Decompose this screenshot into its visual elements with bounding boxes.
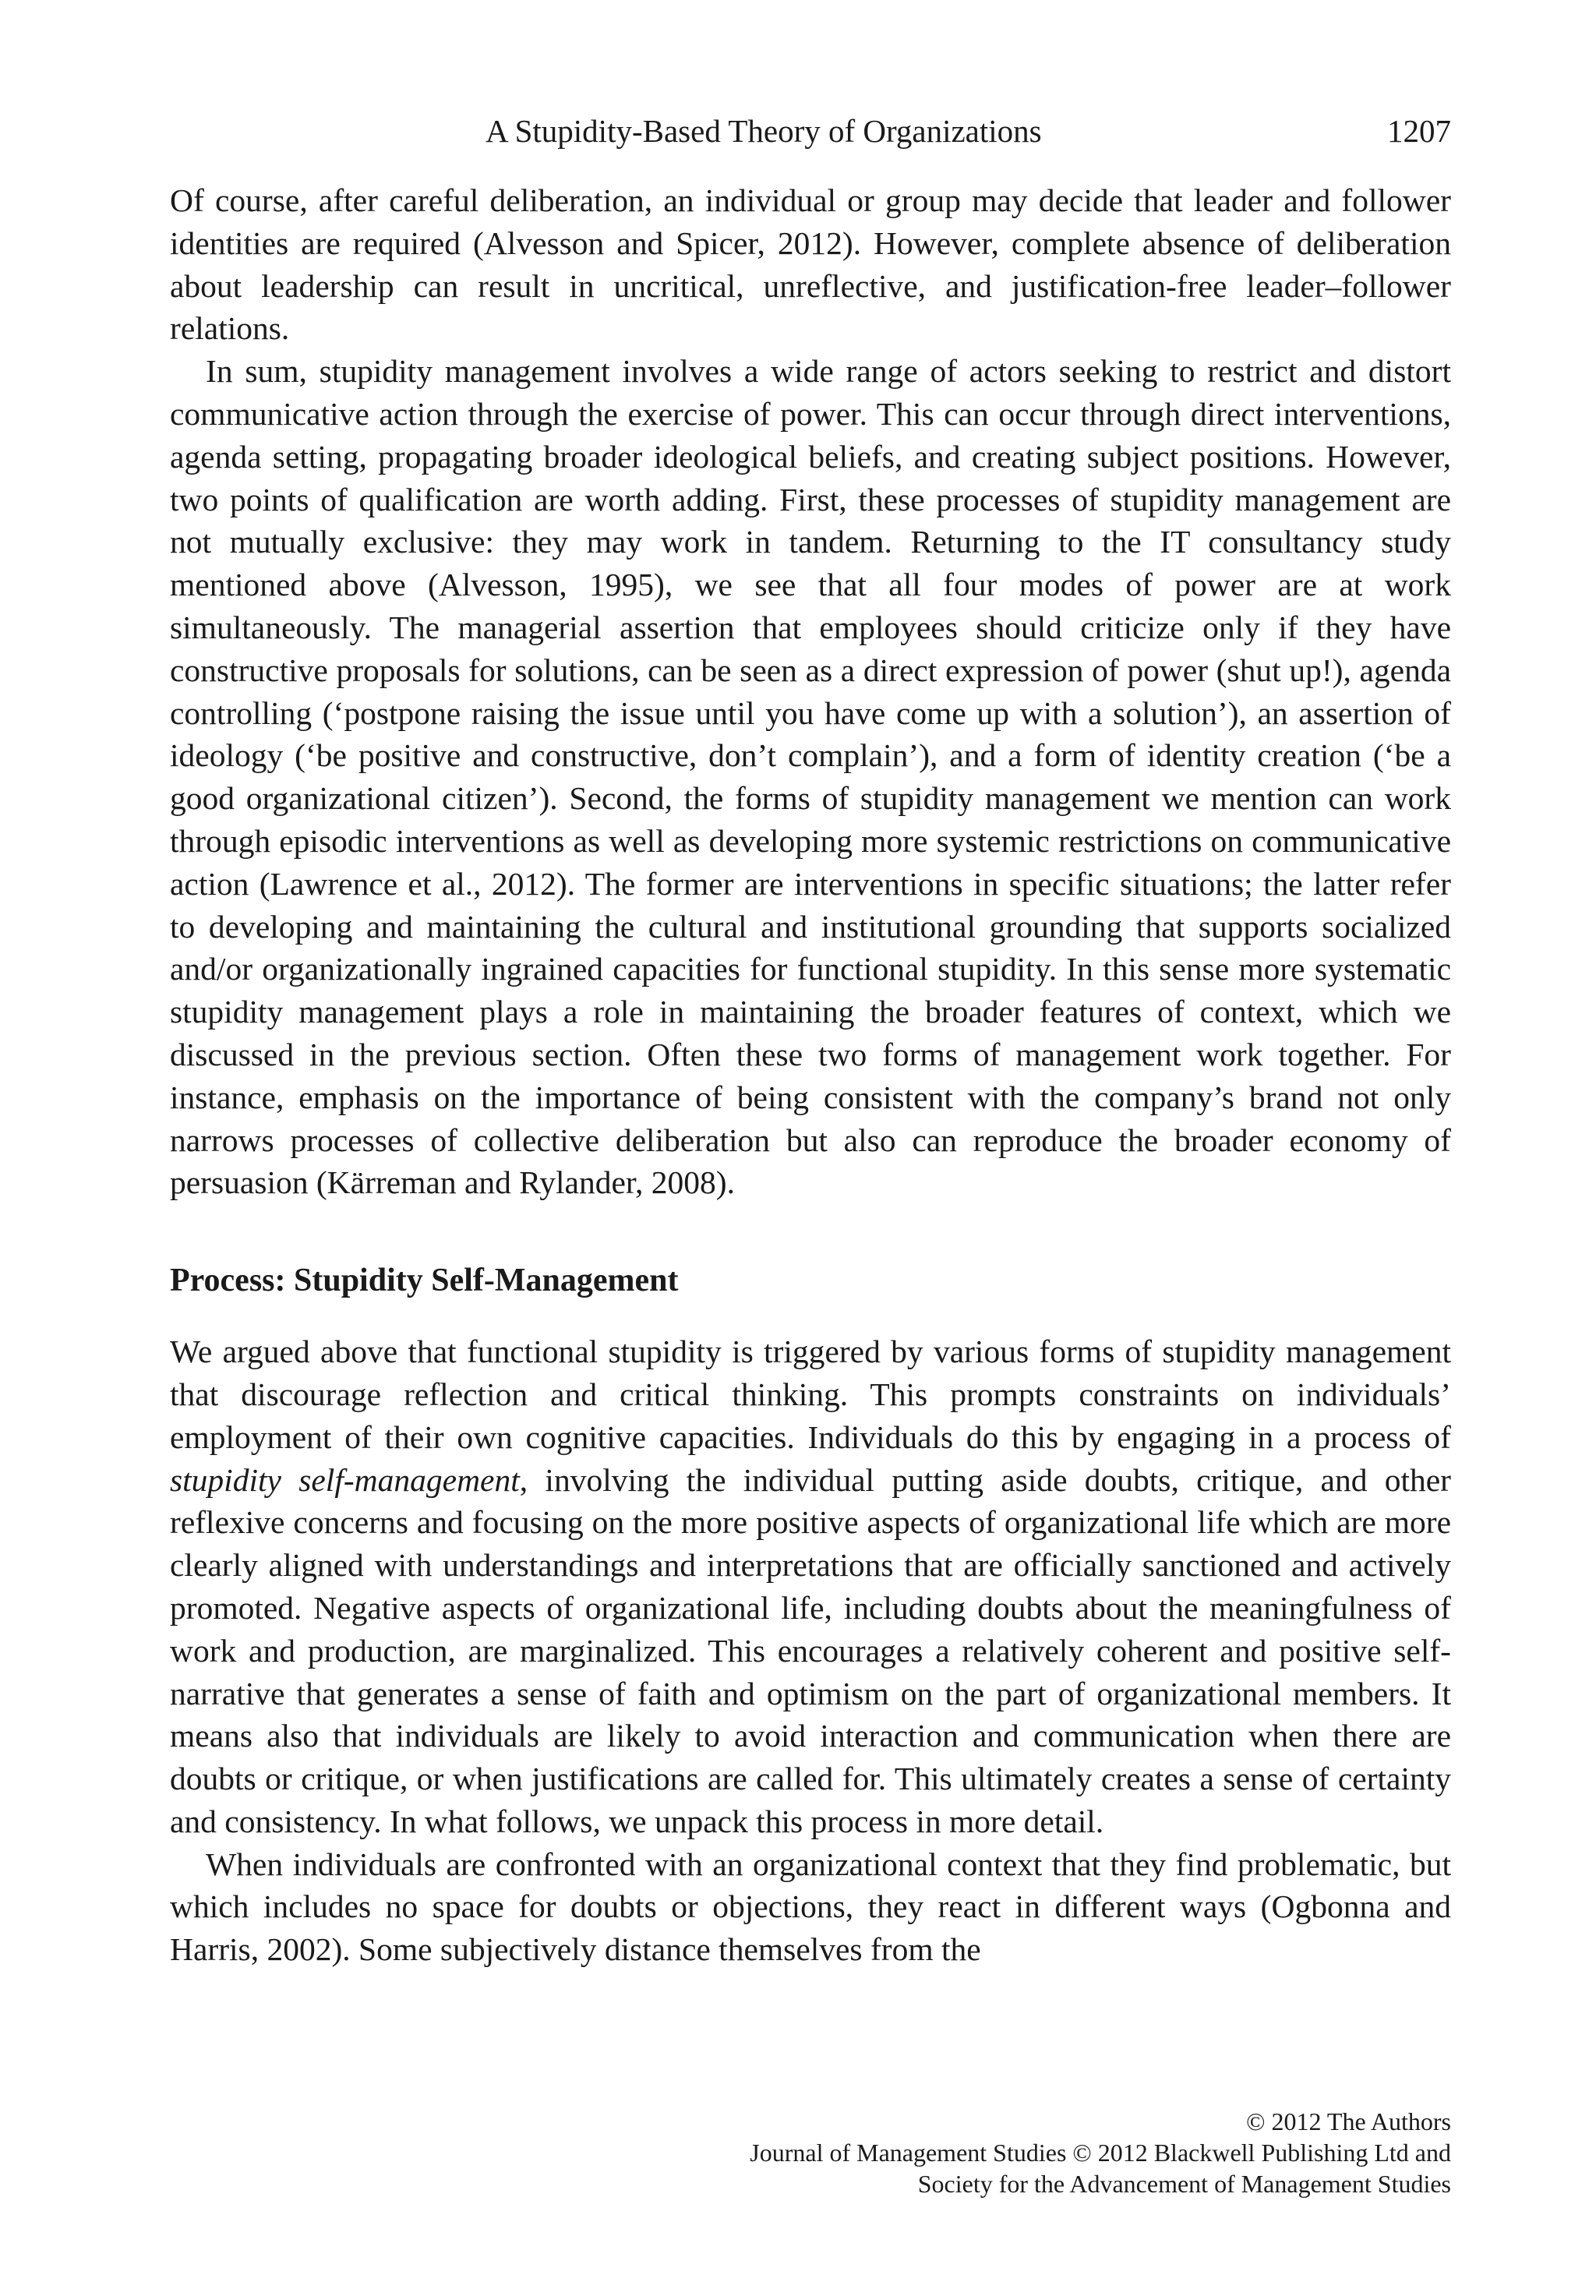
paragraph-self-management-text-a: We argued above that functional stupidity is triggered by various forms of stupidity management that discourage reflection and critical thinking. This prompts constraints on individuals’ employment of their own cognitive capacities. Individuals do this by engaging in a process of	[170, 1333, 1451, 1455]
paragraph-self-management-intro	[170, 1330, 1451, 1843]
copyright-line-society: Society for the Advancement of Management Studies	[917, 2170, 1451, 2198]
body-text	[170, 179, 1451, 1971]
copyright-line-journal: Journal of Management Studies © 2012 Blackwell Publishing Ltd and	[750, 2139, 1451, 2167]
paragraph-stupidity-management-summary: In sum, stupidity management involves a wide range of actors seeking to restrict and distort communicative action through the exercise of power. This can occur through direct interventions, agenda setting, propagating broader ideological beliefs, and creating subject positions. However, two points of qualification are worth adding. First, these processes of stupidity management are not mutually exclusive: they may work in tandem. Returning to the IT consultancy study mentioned above (Alvesson, 1995), we see that all four modes of power are at work simultaneously. The managerial assertion that employees should criticize only if they have constructive proposals for solutions, can be seen as a direct expression of power (shut up!), agenda controlling (‘postpone raising the issue until you have come up with a solution’), an assertion of ideology (‘be positive and constructive, don’t complain’), and a form of identity creation (‘be a good organizational citizen’). Second, the forms of stupidity management we mention can work through episodic interventions as well as developing more systemic restrictions on communicative action (Lawrence et al., 2012). The former are interventions in specific situations; the latter refer to developing and maintaining the cultural and institutional grounding that supports socialized and/or organizationally ingrained capacities for functional stupidity. In this sense more systematic stupidity management plays a role in maintaining the broader features of context, which we discussed in the previous section. Often these two forms of management work together. For instance, emphasis on the importance of being consistent with the company’s brand not only narrows processes of collective deliberation but also can reproduce the broader economy of persuasion (Kärreman and Rylander, 2008).	[170, 353, 1451, 1201]
copyright-line-authors: © 2012 The Authors	[1246, 2107, 1451, 2135]
page-number: 1207	[1387, 113, 1451, 149]
section-heading: Process: Stupidity Self-Management	[170, 1263, 679, 1299]
copyright-footer	[750, 2106, 1451, 2199]
paragraph-self-management-text-b: , involving the individual putting aside doubts, critique, and other reflexive concerns and focusing on the more positive aspects of organizational life which are more clearly aligned with understandings and interpretations that are officially sanctioned and actively promoted. Negative aspects of organizational life, including doubts about the meaningfulness of work and production, are marginalized. This encourages a relatively coherent and positive self-narrative that generates a sense of faith and optimism on the part of organizational members. It means also that individuals are likely to avoid interaction and communication when there are doubts or critique, or when justifications are called for. This ultimately creates a sense of certainty and consistency. In what follows, we unpack this process in more detail.	[170, 1461, 1452, 1839]
italic-term: stupidity self-management	[170, 1461, 520, 1498]
paragraph-individual-reactions: When individuals are confronted with an organizational context that they find problematic, but which includes no space for doubts or objections, they react in different ways (Ogbonna and Harris, 2002). Some subjectively distance themselves from the	[170, 1846, 1451, 1968]
running-head-title: A Stupidity-Based Theory of Organizations	[486, 113, 1042, 149]
running-head	[170, 108, 1451, 154]
paragraph-leadership-deliberation: Of course, after careful deliberation, an individual or group may decide that leader and follower identities are required (Alvesson and Spicer, 2012). However, complete absence of deliberation about leadership can result in uncritical, unreflective, and justification-free leader–follower relations.	[170, 182, 1451, 347]
